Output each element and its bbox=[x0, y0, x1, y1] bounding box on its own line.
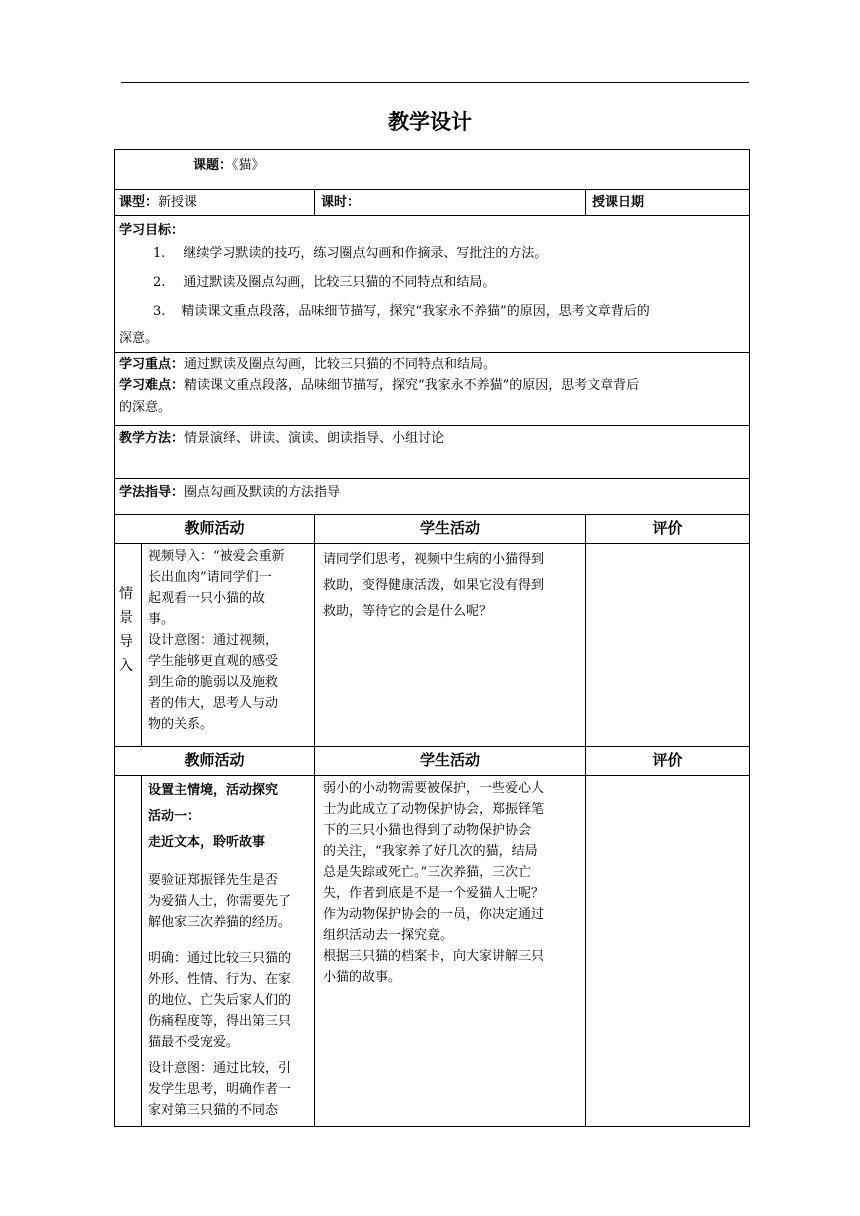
difficulty-line: 学习难点：精读课文重点段落，品味细节描写，探究“我家永不养猫”的原因，思考文章背后 bbox=[119, 378, 640, 393]
section2-teacher-para2: 明确：通过比较三只猫的 外形、性情、行为、在家 的地位、亡失后家人们的 伤痛程度等，得出第三只 猫最不受宠爱。 bbox=[148, 951, 292, 1050]
key-points-cell bbox=[114, 352, 750, 426]
difficulty-continuation: 的深意。 bbox=[119, 400, 172, 415]
hours-label: 课时： bbox=[321, 195, 361, 210]
lesson-label: 课题： bbox=[193, 158, 233, 173]
info-type-cell bbox=[114, 189, 315, 216]
objective-item: 1. 继续学习默读的技巧，练习圈点勾画和作摘录、写批注的方法。 bbox=[153, 246, 548, 261]
info-date-cell bbox=[585, 189, 750, 216]
objectives-cell bbox=[114, 215, 750, 353]
objectives-label: 学习目标： bbox=[119, 223, 185, 238]
section1-student-text: 请同学们思考，视频中生病的小猫得到 救助，变得健康活泼，如果它没有得到 救助，等待它的会是什么呢？ bbox=[323, 552, 545, 619]
section1-side-cell bbox=[114, 543, 142, 747]
section1-side-char: 景 bbox=[119, 610, 133, 626]
section1-teacher-text: 视频导入：“被爱会重新 长出血肉”请同学们一 起观看一只小猫的故 事。 设计意图：通过视频， 学生能够更直观的感受 到生命的脆弱以及施救 者的伟大，思考人与动 物的关系。 bbox=[148, 549, 285, 732]
header-evaluation: 评价 bbox=[585, 514, 750, 544]
date-label: 授课日期 bbox=[592, 195, 645, 210]
focus-line: 学习重点：通过默读及圈点勾画，比较三只猫的不同特点和结局。 bbox=[119, 357, 497, 372]
header-student: 学生活动 bbox=[314, 746, 586, 776]
study-guide-cell bbox=[114, 478, 750, 515]
lesson-row bbox=[114, 149, 750, 190]
type-value: 新授课 bbox=[158, 195, 198, 210]
section2-teacher-heading: 设置主情境，活动探究 活动一： 走近文本，聆听故事 bbox=[148, 783, 279, 850]
section2-side-cell bbox=[114, 775, 142, 1127]
method-cell bbox=[114, 425, 750, 479]
header-teacher: 教师活动 bbox=[114, 514, 315, 544]
header-student: 学生活动 bbox=[314, 514, 586, 544]
section1-teacher-cell bbox=[141, 543, 315, 747]
section2-student-cell bbox=[314, 775, 586, 1127]
section2-teacher-para1: 要验证郑振铎先生是否 为爱猫人士，你需要先了 解他家三次养猫的经历。 bbox=[148, 873, 292, 930]
section1-student-cell bbox=[314, 543, 586, 747]
header-rule bbox=[121, 82, 749, 83]
section2-evaluation-cell bbox=[585, 775, 750, 1127]
section2-teacher-cell bbox=[141, 775, 315, 1127]
section1-evaluation-cell bbox=[585, 543, 750, 747]
method-line: 教学方法：情景演绎、讲读、演读、朗读指导、小组讨论 bbox=[119, 431, 445, 446]
objective-item: 2. 通过默读及圈点勾画，比较三只猫的不同特点和结局。 bbox=[153, 275, 496, 290]
section1-side-char: 导 bbox=[119, 634, 133, 650]
section2-teacher-para3: 设计意图：通过比较，引 发学生思考，明确作者一 家对第三只猫的不同态 bbox=[148, 1061, 292, 1118]
type-label: 课型： bbox=[119, 195, 159, 210]
section2-student-text: 弱小的小动物需要被保护，一些爱心人 士为此成立了动物保护协会，郑振铎笔 下的三只小猫也得到了动物保护协会 的关注，“我家养了好几次的猫，结局 总是失踪或死亡。”三次养猫，三次亡 失，作者到底是不是一个爱猫人士呢？ 作为动物保护协会的一员，你决定通过 组织活动去一探究竟。 根据三只猫的档案卡，向大家讲解三只 小猫的故事。 bbox=[323, 781, 545, 985]
page-title: 教学设计 bbox=[388, 110, 472, 134]
study-guide-line: 学法指导：圈点勾画及默读的方法指导 bbox=[119, 485, 341, 500]
lesson-value: 《猫》 bbox=[232, 158, 265, 173]
header-teacher: 教师活动 bbox=[114, 746, 315, 776]
objective-item: 3. 精读课文重点段落，品味细节描写，探究“我家永不养猫”的原因，思考文章背后的 bbox=[153, 304, 650, 319]
objective-continuation: 深意。 bbox=[119, 331, 159, 346]
section1-side-char: 情 bbox=[119, 586, 133, 602]
info-hours-cell bbox=[314, 189, 586, 216]
section1-side-char: 入 bbox=[119, 658, 133, 674]
header-evaluation: 评价 bbox=[585, 746, 750, 776]
